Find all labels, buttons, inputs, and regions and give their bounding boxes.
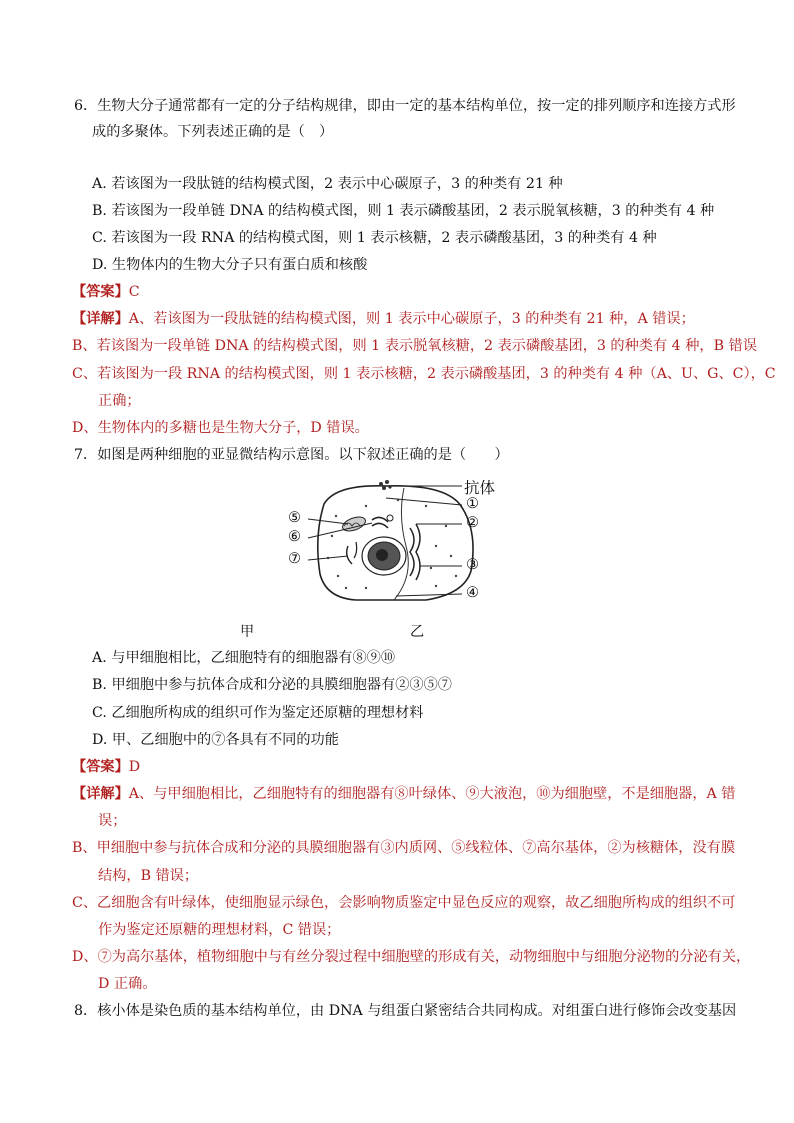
q6-option-b: B. 若该图为一段单链 DNA 的结构模式图，则 1 表示磷酸基团，2 表示脱氧核糖，3 的种类有 4 种 <box>92 203 715 219</box>
q7-answer <box>72 757 140 777</box>
q7-detail-line4: 结构，B 错误； <box>98 868 199 884</box>
label-5: ⑤ <box>288 510 301 526</box>
q7-detail-line3: B、甲细胞中参与抗体合成和分泌的具膜细胞器有③内质网、⑤线粒体、⑦高尔基体，②为核糖体，没有膜 <box>72 840 736 856</box>
label-6: ⑥ <box>288 529 301 545</box>
q7-detail-line6: 作为鉴定还原糖的理想材料，C 错误； <box>98 922 341 938</box>
answer-value: D <box>128 759 141 775</box>
figure-caption-jia: 甲 <box>240 624 255 640</box>
label-3: ③ <box>466 557 479 573</box>
label-1: ① <box>466 496 479 512</box>
answer-value: C <box>128 284 140 300</box>
q8-stem: 8．核小体是染色质的基本结构单位，由 DNA 与组蛋白紧密结合共同构成。对组蛋白进行修饰会改变基因 <box>74 1003 737 1019</box>
q7-option-b: B. 甲细胞中参与抗体合成和分泌的具膜细胞器有②③⑤⑦ <box>92 677 452 693</box>
q7-detail-line5: C、乙细胞含有叶绿体，使细胞显示绿色，会影响物质鉴定中显色反应的观察，故乙细胞所构成的组织不可 <box>72 895 736 911</box>
label-2: ② <box>466 515 479 531</box>
q7-detail-line2: 误； <box>98 813 127 829</box>
q6-detail-line3: C、若该图为一段 RNA 的结构模式图，则 1 表示核糖，2 表示磷酸基团，3 的种类有 4 种（A、U、G、C），C <box>72 366 776 382</box>
label-4: ④ <box>466 585 479 601</box>
q6-detail-line1 <box>72 309 695 329</box>
detail-text: A、若该图为一段肽链的结构模式图，则 1 表示中心碳原子，3 的种类有 21 种，A 错误； <box>128 311 695 327</box>
q7-detail-line8: D 正确。 <box>98 976 157 992</box>
q7-stem: 7．如图是两种细胞的亚显微结构示意图。以下叙述正确的是（ ） <box>74 447 509 463</box>
answer-tag: 【答案】 <box>72 759 129 775</box>
detail-tag: 【详解】 <box>72 786 129 802</box>
q6-detail-line4: 正确； <box>98 393 141 409</box>
q7-option-d: D. 甲、乙细胞中的⑦各具有不同的功能 <box>92 732 339 748</box>
q6-option-d: D. 生物体内的生物大分子只有蛋白质和核酸 <box>92 257 368 273</box>
detail-tag: 【详解】 <box>72 311 129 327</box>
q6-option-a: A. 若该图为一段肽链的结构模式图，2 表示中心碳原子，3 的种类有 21 种 <box>92 176 563 192</box>
cell-diagram <box>286 476 506 626</box>
label-7: ⑦ <box>288 551 301 567</box>
q6-stem-line1: 6．生物大分子通常都有一定的分子结构规律，即由一定的基本结构单位，按一定的排列顺序和连接方式形 <box>74 98 736 114</box>
q7-detail-line1 <box>72 784 735 804</box>
q6-detail-line5: D、生物体内的多糖也是生物大分子，D 错误。 <box>72 420 369 436</box>
q7-detail-line7: D、⑦为高尔基体，植物细胞中与有丝分裂过程中细胞壁的形成有关，动物细胞中与细胞分泌物的分泌有关， <box>72 949 751 965</box>
q6-detail-line2: B、若该图为一段单链 DNA 的结构模式图，则 1 表示脱氧核糖，2 表示磷酸基团，3 的种类有 4 种，B 错误 <box>72 338 757 354</box>
q7-option-a: A. 与甲细胞相比，乙细胞特有的细胞器有⑧⑨⑩ <box>92 650 396 666</box>
answer-tag: 【答案】 <box>72 284 129 300</box>
detail-text: A、与甲细胞相比，乙细胞特有的细胞器有⑧叶绿体、⑨大液泡，⑩为细胞壁，不是细胞器，A 错 <box>128 786 736 802</box>
q6-option-c: C. 若该图为一段 RNA 的结构模式图，则 1 表示核糖，2 表示磷酸基团，3 的种类有 4 种 <box>92 230 657 246</box>
q6-answer <box>72 282 140 302</box>
figure-caption-yi: 乙 <box>410 624 425 640</box>
antibody-label: 抗体 <box>464 479 496 497</box>
q6-stem-line2: 成的多聚体。下列表述正确的是（ ） <box>92 124 334 140</box>
q7-option-c: C. 乙细胞所构成的组织可作为鉴定还原糖的理想材料 <box>92 705 424 721</box>
